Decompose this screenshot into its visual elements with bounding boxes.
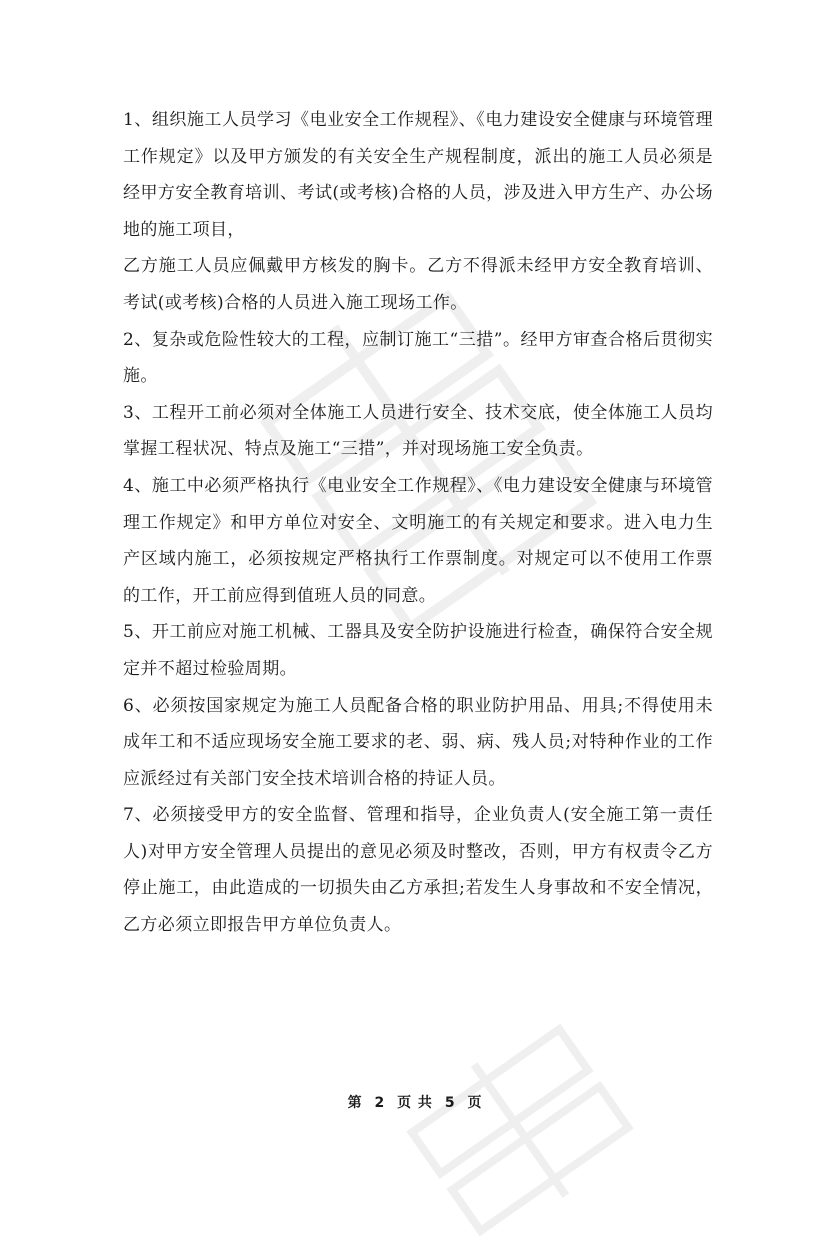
- paragraph-2: 2、复杂或危险性较大的工程，应制订施工“三措”。经甲方审查合格后贯彻实施。: [123, 329, 713, 387]
- paragraph-1: 1、组织施工人员学习《电业安全工作规程》、《电力建设安全健康与环境管理工作规定》以及甲方颁发的有关安全生产规程制度，派出的施工人员必须是经甲方安全教育培训、考试(或考核)合格的人员，涉及进入甲方生产、办公场地的施工项目，: [123, 110, 713, 240]
- footer-middle: 页 共: [397, 1095, 433, 1111]
- footer-prefix: 第: [347, 1095, 363, 1111]
- footer-current-page: 2: [374, 1095, 386, 1111]
- paragraph-6: 6、必须按国家规定为施工人员配备合格的职业防护用品、用具;不得使用未成年工和不适应现场安全施工要求的老、弱、病、残人员;对特种作业的工作应派经过有关部门安全技术培训合格的持证人员。: [123, 695, 713, 789]
- footer-suffix: 页: [467, 1095, 483, 1111]
- watermark-logo-icon: [392, 1007, 648, 1253]
- paragraph-1-continued: 乙方施工人员应佩戴甲方核发的胸卡。乙方不得派未经甲方安全教育培训、考试(或考核)合格的人员进入施工现场工作。: [123, 256, 713, 313]
- paragraph-4: 4、施工中必须严格执行《电业安全工作规程》、《电力建设安全健康与环境管理工作规定》和甲方单位对安全、文明施工的有关规定和要求。进入电力生产区域内施工，必须按规定严格执行工作票制度。对规定可以不使用工作票的工作，开工前应得到值班人员的同意。: [123, 475, 713, 606]
- paragraph-7: 7、必须接受甲方的安全监督、管理和指导，企业负责人(安全施工第一责任人)对甲方安全管理人员提出的意见必须及时整改，否则，甲方有权责令乙方停止施工，由此造成的一切损失由乙方承担;若发生人身事故和不安全情况，乙方必须立即报告甲方单位负责人。: [123, 805, 713, 936]
- footer-total-pages: 5: [444, 1095, 456, 1111]
- page-footer: [0, 1092, 830, 1112]
- document-body: [123, 102, 713, 944]
- paragraph-3: 3、工程开工前必须对全体施工人员进行安全、技术交底，使全体施工人员均掌握工程状况、特点及施工“三措”，并对现场施工安全负责。: [123, 402, 713, 460]
- paragraph-5: 5、开工前应对施工机械、工器具及安全防护设施进行检查，确保符合安全规定并不超过检验周期。: [123, 622, 713, 679]
